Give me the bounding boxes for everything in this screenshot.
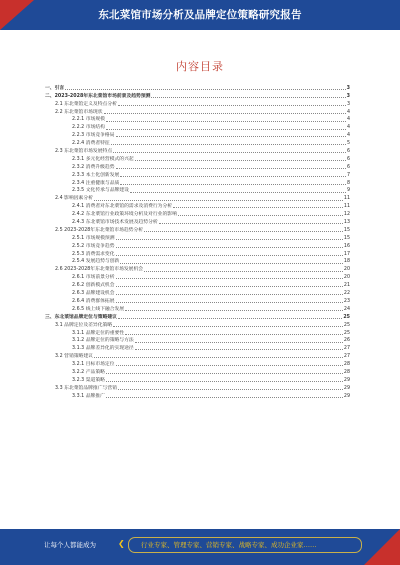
toc-entry[interactable] [44,218,350,226]
toc-entry[interactable] [44,84,350,92]
toc-entry-text: 2.4.3 东北菜馆市场技术发展及趋势分析 [72,220,158,226]
toc-entry-text: 3.2.1 目标市场定位 [72,362,115,368]
toc-entry-text: 三、东北菜馆品牌定位与策略建议 [45,314,117,320]
toc-entry[interactable] [44,147,350,155]
toc-entry-page: 4 [346,133,350,139]
footer-slogan: 让每个人都能成为 [44,541,96,549]
toc-entry-page: 27 [343,346,350,352]
toc-entry-page: 24 [343,306,350,312]
toc-entry[interactable] [44,281,350,289]
toc-dot-leader [111,144,346,145]
toc-dot-leader [106,129,346,130]
toc-entry-text: 2.2.4 消费者特征 [72,141,110,147]
toc-entry[interactable] [44,155,350,163]
toc-entry-page: 22 [343,291,350,297]
toc-entry-page: 6 [346,156,350,162]
toc-dot-leader [178,215,343,216]
toc-entry-page: 4 [346,109,350,115]
toc-entry-page: 11 [343,196,350,202]
toc-entry-page: 15 [343,235,350,241]
toc-dot-leader [116,136,346,137]
toc-entry-page: 29 [343,393,350,399]
toc-entry[interactable] [44,202,350,210]
toc-entry-page: 4 [346,125,350,131]
toc-dot-leader [116,294,343,295]
toc-entry[interactable] [44,242,350,250]
toc-entry-page: 15 [343,227,350,233]
toc-dot-leader [151,97,345,98]
toc-entry[interactable] [44,179,350,187]
toc-dot-leader [94,357,343,358]
toc-entry-text: 2.2 东北菜馆市场现状 [55,109,103,115]
toc-entry[interactable] [44,250,350,258]
toc-dot-leader [106,397,343,398]
toc-entry-page: 20 [343,267,350,273]
toc-entry-text: 2.3.5 文化传承与品牌建设 [72,188,129,194]
toc-entry-page: 25 [343,322,350,328]
toc-entry-text: 2.3.2 消费升级趋势 [72,164,115,170]
toc-entry-page: 25 [343,330,350,336]
toc-dot-leader [173,207,343,208]
toc-entry[interactable] [44,329,350,337]
toc-entry-page: 18 [343,259,350,265]
toc-dot-leader [104,113,346,114]
toc-entry[interactable] [44,313,350,321]
toc-entry-text: 3.1 品牌定位及差异化策略 [55,322,113,328]
toc-entry[interactable] [44,337,350,345]
toc-entry-page: 26 [343,338,350,344]
toc-entry-text: 2.3.4 注重健康与品质 [72,180,120,186]
toc-entry-text: 2.2.3 市场竞争格局 [72,133,115,139]
toc-entry[interactable] [44,187,350,195]
toc-entry-page: 11 [343,204,350,210]
toc-entry-page: 6 [346,149,350,155]
toc-dot-leader [116,168,346,169]
toc-entry-text: 2.3.1 多元化经营模式的兴起 [72,156,134,162]
toc-entry-text: 3.3 东北菜馆品牌推广与营销 [55,385,117,391]
toc-entry-page: 17 [343,251,350,257]
toc-entry-text: 2.5.2 市场竞争趋势 [72,243,115,249]
toc-dot-leader [125,310,343,311]
toc-dot-leader [159,223,343,224]
toc-dot-leader [116,255,343,256]
table-of-contents [44,84,350,400]
toc-entry[interactable] [44,100,350,108]
toc-dot-leader [118,389,343,390]
toc-dot-leader [125,334,343,335]
toc-dot-leader [135,160,346,161]
toc-entry-text: 2.6.4 消费群体拓展 [72,298,115,304]
toc-entry-text: 3.3.1 品牌推广 [72,393,105,399]
toc-dot-leader [144,231,343,232]
toc-entry-text: 2.2.1 市场规模 [72,117,105,123]
toc-entry[interactable] [44,116,350,124]
toc-entry-text: 一、引言 [45,85,65,91]
toc-entry-page: 7 [346,172,350,178]
toc-entry-text: 二、2023-2028年东北菜馆市场前景及趋势预测 [45,93,151,99]
footer-tagline: 行业专家、管理专家、营销专家、战略专家、成功企业家…… [128,537,362,553]
toc-entry-page: 5 [346,141,350,147]
toc-entry[interactable] [44,108,350,116]
toc-entry[interactable] [44,384,350,392]
toc-entry-text: 2.6.2 创新模式机会 [72,283,115,289]
toc-dot-leader [94,200,343,201]
toc-entry[interactable] [44,376,350,384]
toc-dot-leader [106,121,346,122]
toc-entry-text: 2.2.2 市场结构 [72,125,105,131]
toc-entry-text: 2.3.3 本土化创新发展 [72,172,120,178]
toc-entry[interactable] [44,352,350,360]
footer-accent-triangle [364,529,400,565]
toc-entry-text: 2.4 影响因素分析 [55,196,93,202]
toc-dot-leader [118,318,342,319]
toc-entry-text: 2.4.1 消费者对东北菜馆的需求及消费行为分析 [72,204,173,210]
toc-dot-leader [118,105,346,106]
toc-entry[interactable] [44,139,350,147]
toc-entry-text: 2.5.4 发展趋势与创新 [72,259,120,265]
toc-entry-page: 4 [346,117,350,123]
toc-entry[interactable] [44,258,350,266]
toc-entry[interactable] [44,368,350,376]
toc-entry-text: 3.2.2 产品策略 [72,369,105,375]
toc-entry[interactable] [44,289,350,297]
toc-entry-page: 20 [343,275,350,281]
toc-entry-text: 2.6.3 品牌建设机会 [72,291,115,297]
toc-entry-page: 21 [343,283,350,289]
toc-entry[interactable] [44,194,350,202]
toc-entry[interactable] [44,392,350,400]
toc-entry[interactable] [44,226,350,234]
toc-entry-page: 12 [343,212,350,218]
toc-dot-leader [113,326,343,327]
toc-entry-page: 6 [346,164,350,170]
toc-entry-text: 2.5.1 市场规模预测 [72,235,115,241]
toc-dot-leader [116,365,343,366]
toc-entry-page: 8 [346,180,350,186]
toc-entry-text: 2.5 2023-2028年东北菜馆市场趋势分析 [55,227,144,233]
toc-entry[interactable] [44,123,350,131]
toc-entry[interactable] [44,171,350,179]
toc-entry[interactable] [44,344,350,352]
toc-entry[interactable] [44,321,350,329]
toc-entry[interactable] [44,297,350,305]
toc-dot-leader [116,302,343,303]
toc-dot-leader [130,192,346,193]
toc-dot-leader [113,152,346,153]
toc-dot-leader [106,381,343,382]
toc-entry[interactable] [44,265,350,273]
toc-entry-text: 3.1.1 品牌定位的重要性 [72,330,125,336]
toc-dot-leader [135,342,343,343]
toc-heading: 内容目录 [176,60,224,73]
toc-entry-text: 3.2.3 渠道策略 [72,377,105,383]
toc-entry-text: 2.6.1 市场前景分析 [72,275,115,281]
toc-dot-leader [106,373,343,374]
toc-entry-page: 23 [343,298,350,304]
toc-entry-text: 3.2 营销策略建议 [55,354,93,360]
toc-dot-leader [144,271,343,272]
toc-entry-page: 27 [343,354,350,360]
toc-dot-leader [116,278,343,279]
toc-dot-leader [116,247,343,248]
toc-entry-text: 2.1 东北菜馆定义及特点分析 [55,101,117,107]
toc-entry-text: 3.1.2 品牌定位的策略与方法 [72,338,134,344]
toc-entry[interactable] [44,163,350,171]
toc-dot-leader [116,286,343,287]
toc-entry-page: 25 [343,314,350,320]
toc-entry-page: 28 [343,362,350,368]
toc-entry-page: 3 [346,93,350,99]
report-title: 东北菜馆市场分析及品牌定位策略研究报告 [98,9,302,21]
toc-entry-page: 16 [343,243,350,249]
toc-entry[interactable] [44,210,350,218]
toc-entry-page: 9 [346,188,350,194]
toc-entry-page: 29 [343,377,350,383]
toc-entry[interactable] [44,131,350,139]
toc-dot-leader [120,176,346,177]
toc-entry[interactable] [44,273,350,281]
toc-entry-text: 2.3 东北菜馆市场发展特点 [55,149,113,155]
toc-entry-text: 2.6 2023-2028年东北菜馆市场发展机会 [55,267,144,273]
toc-entry-text: 2.5.3 消费需求变化 [72,251,115,257]
toc-entry-page: 13 [343,220,350,226]
toc-dot-leader [120,263,343,264]
toc-entry[interactable] [44,92,350,100]
toc-entry-page: 3 [346,85,350,91]
toc-entry-page: 29 [343,385,350,391]
toc-entry-page: 28 [343,369,350,375]
footer-bracket-icon: ❮ [118,539,125,548]
toc-entry-text: 3.1.3 品牌差异化的实现途径 [72,346,134,352]
toc-entry-page: 3 [346,101,350,107]
toc-dot-leader [120,184,346,185]
toc-entry[interactable] [44,234,350,242]
toc-entry[interactable] [44,305,350,313]
toc-dot-leader [116,239,343,240]
toc-dot-leader [135,349,343,350]
toc-entry-text: 2.4.2 东北菜馆行业政策环境分析及对行业的影响 [72,212,177,218]
toc-entry[interactable] [44,360,350,368]
toc-dot-leader [65,89,345,90]
toc-entry-text: 2.6.5 线上线下融合发展 [72,306,125,312]
